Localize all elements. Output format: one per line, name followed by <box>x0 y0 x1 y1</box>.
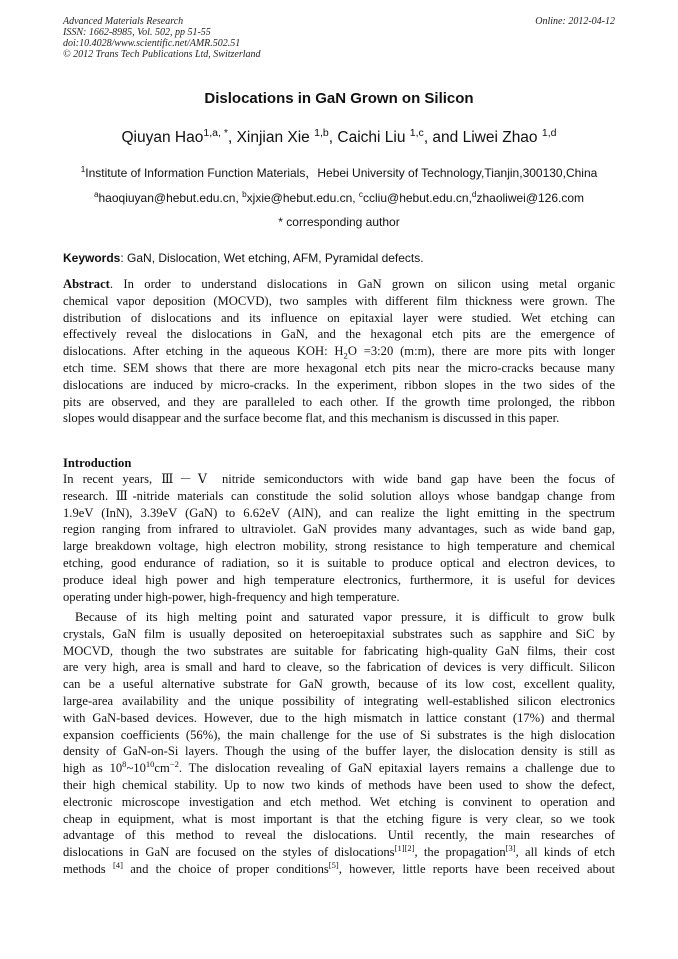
abstract-line: Abstract. In order to understand dislocations in GaN grown on silicon using metal organic <box>63 277 615 291</box>
author-name: Qiuyan Hao <box>121 129 204 146</box>
paragraph-line: high as $10^8\sim 10^{10}cm^{-2}$. The dislocation revealing of GaN epitaxial layers remains a challenge due to <box>63 760 615 776</box>
citation-ref[interactable]: [4] <box>112 860 123 870</box>
abstract-line: etch time. SEM shows that there are more hexagonal etch pits near the micro-cracks because many <box>63 360 615 375</box>
author-name: Liwei Zhao <box>462 129 542 146</box>
citation-ref[interactable]: [1][2] <box>394 844 415 853</box>
paragraph-line: their high chemical stability. Up to now two kinds of methods have been used to show the defect, <box>63 777 615 792</box>
author-affiliation-mark: 1,c <box>409 126 424 139</box>
author-affiliation-mark: 1,a, * <box>203 126 228 139</box>
abstract-line: dislocations. After etching in the aqueous KOH: $H_2O$ =3:20 (m:m), there are more pits with longer <box>63 344 615 360</box>
author-affiliation-mark: 1,d <box>541 126 557 139</box>
author-name: Caichi Liu <box>337 129 410 146</box>
abstract-line: effectively reveal the dislocations in GaN, and the hexagonal etch pits are the emergence of <box>63 327 615 342</box>
email-link[interactable]: ccliu@hebut.edu.cn, <box>363 191 472 205</box>
abstract-line: distribution of dislocations and its influence on epitaxial layer were studied. Wet etching can <box>63 310 615 325</box>
email-link[interactable]: xjxie@hebut.edu.cn, <box>246 191 359 205</box>
paragraph-line: region ranging from infrared to ultraviolet. GaN provides many advantages, such as wide band gap, <box>63 522 615 537</box>
paragraph-line: Because of its high melting point and saturated vapor pressure, it is difficult to grow bulk <box>75 610 615 624</box>
online-date: Online: 2012-04-12 <box>535 16 615 27</box>
email-link[interactable]: haoqiuyan@hebut.edu.cn, <box>98 191 243 205</box>
author-affiliation-mark: 1,b <box>314 126 329 139</box>
paragraph-line: large breakdown voltage, high electron mobility, strong resistance to high temperature and chemical <box>63 539 615 554</box>
paragraph-line: crystals, GaN film is usually deposited on heteroepitaxial substrates such as sapphire and SiC by <box>63 626 615 641</box>
introduction-paragraph-2 <box>63 609 615 878</box>
abstract-line: slopes would disappear and the surface become flat, and this mechanism is discussed in this paper. <box>63 411 560 426</box>
journal-info <box>63 16 615 60</box>
paragraph-line: dislocations in GaN are focused on the styles of dislocations[1][2], the propagation[3], all kinds of etch <box>63 844 615 860</box>
email-link[interactable]: zhaoliwei@126.com <box>476 191 585 205</box>
keywords-text: : GaN, Dislocation, Wet etching, AFM, Pyramidal defects. <box>120 251 424 265</box>
citation-ref[interactable]: [3] <box>505 844 516 853</box>
paragraph-line: MOCVD, though the two substrates are suitable for fabricating high-quality GaN films, their cost <box>63 643 615 658</box>
abstract-label: Abstract <box>63 277 110 291</box>
journal-header <box>63 16 615 60</box>
paragraph-line: In recent years, Ⅲ－Ⅴ nitride semiconductors with wide band gap have been the focus of <box>63 472 615 486</box>
paragraph-line: methods [4] and the choice of proper conditions[5], however, little reports have been received about <box>63 860 615 876</box>
paragraph-line: cheap in equipment, what is most important is that the etching figure is very clear, so we took <box>63 811 615 826</box>
introduction-paragraph-1 <box>63 471 615 605</box>
paragraph-line: expansion coefficients (56%), the main challenge for the use of Si substrates is the high dislocation <box>63 727 615 742</box>
paragraph-line: produce ideal high power and high temperature electronics, furthermore, it is useful for devices <box>63 572 615 587</box>
author-emails: $^a$haoqiuyan@hebut.edu.cn, $^b$xjxie@hebut.edu.cn, $^c$ccliu@hebut.edu.cn,$^d$zhaoliwei@126.com <box>93 190 585 205</box>
section-heading-introduction: Introduction <box>63 456 132 470</box>
paragraph-line: are very high, area is small and hard to cleave, so the fabrication of devices is very difficult. Silicon <box>63 660 615 675</box>
abstract-line: pits are observed, and they are paralleled to each other. If the growth time prolonged, the ribbon <box>63 394 615 409</box>
author-name: Xinjian Xie <box>236 129 315 146</box>
paragraph-line: large-area availability and the unique possibility of integrating well-established silicon electronics <box>63 693 615 708</box>
paragraph-line: with GaN-based devices. However, due to the high mismatch in lattice constant (17%) and thermal <box>63 710 615 725</box>
keywords <box>63 251 615 266</box>
abstract-line: chemical vapor deposition (MOCVD), two samples with different film thickness were grown. The <box>63 293 615 308</box>
paragraph-line: can be a useful alternative substrate for GaN growth, because of its low cost, excellent quality, <box>63 677 615 692</box>
affiliation: $^1$Institute of Information Function Materials，Hebei University of Technology,Tianjin,300130,China <box>80 165 598 180</box>
paragraph-line: 1.9eV (InN), 3.39eV (GaN) to 6.62eV (AlN), and can realize the light emitting in the spectrum <box>63 505 615 520</box>
paragraph-line: advantage of this method to reveal the dislocations. Until recently, the main researches of <box>63 828 615 843</box>
journal-name: Advanced Materials Research <box>63 16 184 27</box>
journal-copyright: © 2012 Trans Tech Publications Ltd, Switzerland <box>63 49 261 60</box>
paragraph-line: electronic microscope investigation and etch method. Wet etching is convinent to operation and <box>63 794 615 809</box>
journal-issn: ISSN: 1662-8985, Vol. 502, pp 51-55 <box>63 27 211 38</box>
paragraph-line: operating under high-power, high-frequency and high temperature. <box>63 589 400 604</box>
journal-doi: doi:10.4028/www.scientific.net/AMR.502.51 <box>63 38 241 49</box>
corresponding-author-note: * corresponding author <box>278 215 400 229</box>
paragraph-line: research. Ⅲ-nitride materials can constitude the solid solution alloys whose bandgap change from <box>63 488 615 503</box>
citation-ref[interactable]: [5] <box>328 860 339 870</box>
abstract <box>63 276 615 427</box>
paper-title: Dislocations in GaN Grown on Silicon <box>204 90 474 107</box>
author-list: Qiuyan Hao$^{1,a, *}$, Xinjian Xie $^{1,b}$, Caichi Liu $^{1,c}$, and Liwei Zhao $^{1,d}$ <box>121 126 557 146</box>
paragraph-line: density of GaN-on-Si layers. Though the using of the buffer layer, the dislocation density is still as <box>63 744 615 759</box>
abstract-line: dislocations are induced by micro-cracks. In the experiment, ribbon slopes in the two sides of the <box>63 377 615 392</box>
paragraph-line: etching, good endurance of radiation, so it is suitable to produce optical and electron devices, to <box>63 555 615 570</box>
keywords-label: Keywords <box>63 251 121 265</box>
